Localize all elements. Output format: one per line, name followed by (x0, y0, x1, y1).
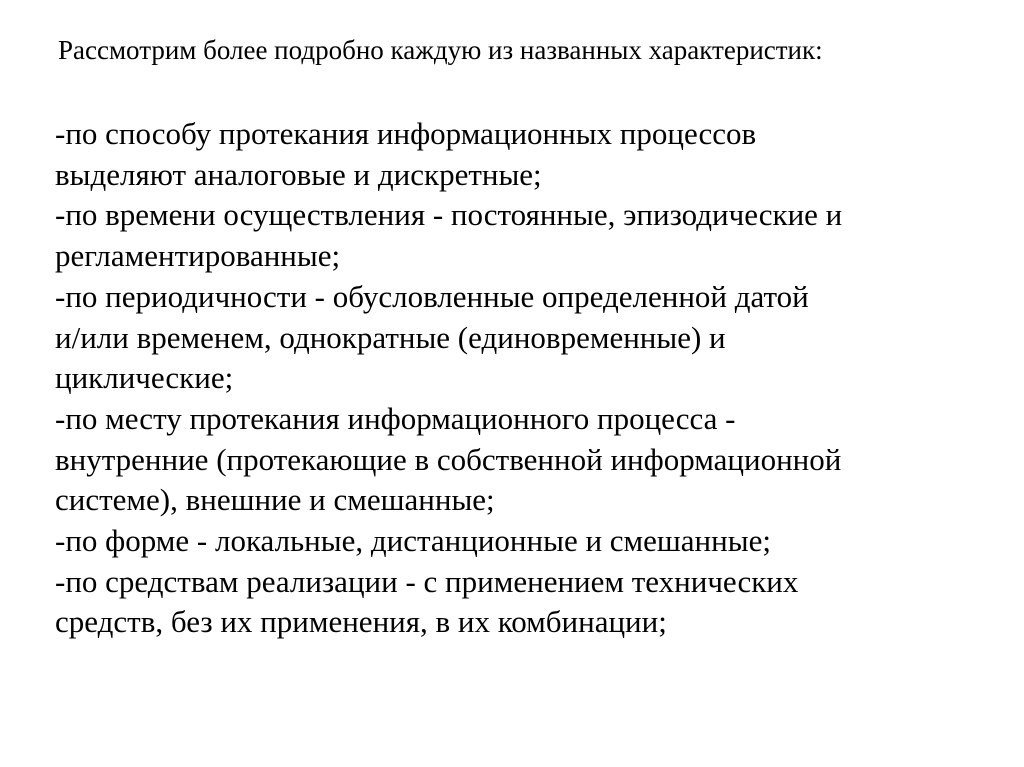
list-item-line: -по средствам реализации - с применением технических (55, 563, 799, 599)
list-item-line: средств, без их применения, в их комбинации; (55, 604, 667, 640)
list-item-line: регламентированные; (55, 238, 341, 274)
list-item-line: системе), внешние и смешанные; (55, 482, 495, 518)
characteristics-list (55, 114, 975, 643)
list-item (55, 195, 975, 276)
list-item (55, 562, 975, 643)
list-item-line: -по месту протекания информационного процесса - (55, 400, 736, 436)
intro-heading: Рассмотрим более подробно каждую из названных характеристик: (58, 35, 823, 65)
list-item-line: -по периодичности - обусловленные определенной датой (55, 278, 809, 314)
list-item-line: циклические; (55, 360, 234, 396)
list-item-line: -по способу протекания информационных процессов (55, 116, 757, 151)
list-item-line: и/или временем, однократные (единовременные) и (55, 319, 726, 355)
list-item (55, 521, 975, 562)
list-item-line: -по времени осуществления - постоянные, эпизодические и (55, 197, 843, 233)
list-item (55, 114, 975, 195)
list-item (55, 277, 975, 399)
list-item-line: внутренние (протекающие в собственной информационной (55, 441, 842, 477)
list-item (55, 399, 975, 521)
list-item-line: -по форме - локальные, дистанционные и смешанные; (55, 523, 771, 559)
list-item-line: выделяют аналоговые и дискретные; (55, 156, 542, 192)
